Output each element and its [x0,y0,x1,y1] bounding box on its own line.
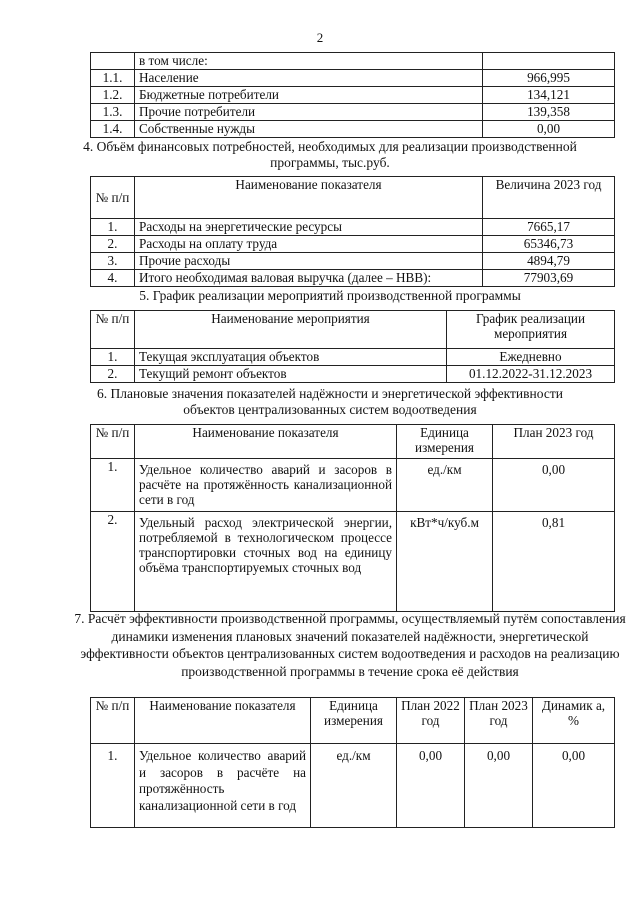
table-row: 2. Удельный расход электрической энергии, потребляемой в технологическом процессе транспортировки сточных вод на единицу объёма транспортируемых сточных вод кВт*ч/куб.м 0,81 [91,512,615,612]
table-row: 1.1. Население 966,995 [91,70,615,87]
table-cell: в том числе: [135,53,483,70]
header-plan-2023: План 2023 год [465,698,533,744]
header-num: № п/п [91,425,135,459]
header-schedule: График реализации мероприятия [447,311,615,349]
section-4-title: 4. Объём финансовых потребностей, необходимых для реализации производственной программы, тыс.руб. [83,139,577,170]
reliability-table [90,424,615,612]
table-row: 1.2. Бюджетные потребители 134,121 [91,87,615,104]
section-7-title: 7. Расчёт эффективности производственной программы, осуществляемый путём сопоставления динамики изменения плановых значений показателей надёжности, энергетической эффективности объектов централизованных систем водоотведения и расходов на реализацию производственной программы в течение срока её действия [74,611,626,679]
table-row: 1. Удельное количество аварий и засоров в расчёте на протяжённость канализационной сети в год ед./км 0,00 0,00 0,00 [91,744,615,828]
header-num: № п/п [91,311,135,349]
efficiency-table [90,697,615,828]
header-unit: Единица измерения [397,425,493,459]
header-name: Наименование мероприятия [135,311,447,349]
table-row: 2. Текущий ремонт объектов 01.12.2022-31.12.2023 [91,366,615,383]
header-dynamics: Динамик а, % [533,698,615,744]
table-row: 2. Расходы на оплату труда 65346,73 [91,236,615,253]
table-row: 1. Расходы на энергетические ресурсы 7665,17 [91,219,615,236]
financial-needs-table [90,176,615,287]
consumption-table [90,52,615,138]
table-row: 1.4. Собственные нужды 0,00 [91,121,615,138]
table-row: 3. Прочие расходы 4894,79 [91,253,615,270]
table-row: 1. Текущая эксплуатация объектов Ежедневно [91,349,615,366]
header-value: Величина 2023 год [483,177,615,219]
page-number: 2 [316,30,324,45]
header-plan: План 2023 год [493,425,615,459]
schedule-table [90,310,615,383]
header-num: № п/п [91,698,135,744]
header-unit: Единица измерения [311,698,397,744]
section-6-title: 6. Плановые значения показателей надёжности и энергетической эффективности объектов централизованных систем водоотведения [97,386,563,417]
section-5-title: 5. График реализации мероприятий производственной программы [139,288,521,303]
table-row: 1. Удельное количество аварий и засоров в расчёте на протяжённость канализационной сети в год ед./км 0,00 [91,459,615,512]
header-name: Наименование показателя [135,425,397,459]
header-name: Наименование показателя [135,177,483,219]
table-row: 1.3. Прочие потребители 139,358 [91,104,615,121]
table-row: 4. Итого необходимая валовая выручка (далее – НВВ): 77903,69 [91,270,615,287]
header-num: № п/п [91,177,135,219]
header-name: Наименование показателя [135,698,311,744]
header-plan-2022: План 2022 год [397,698,465,744]
